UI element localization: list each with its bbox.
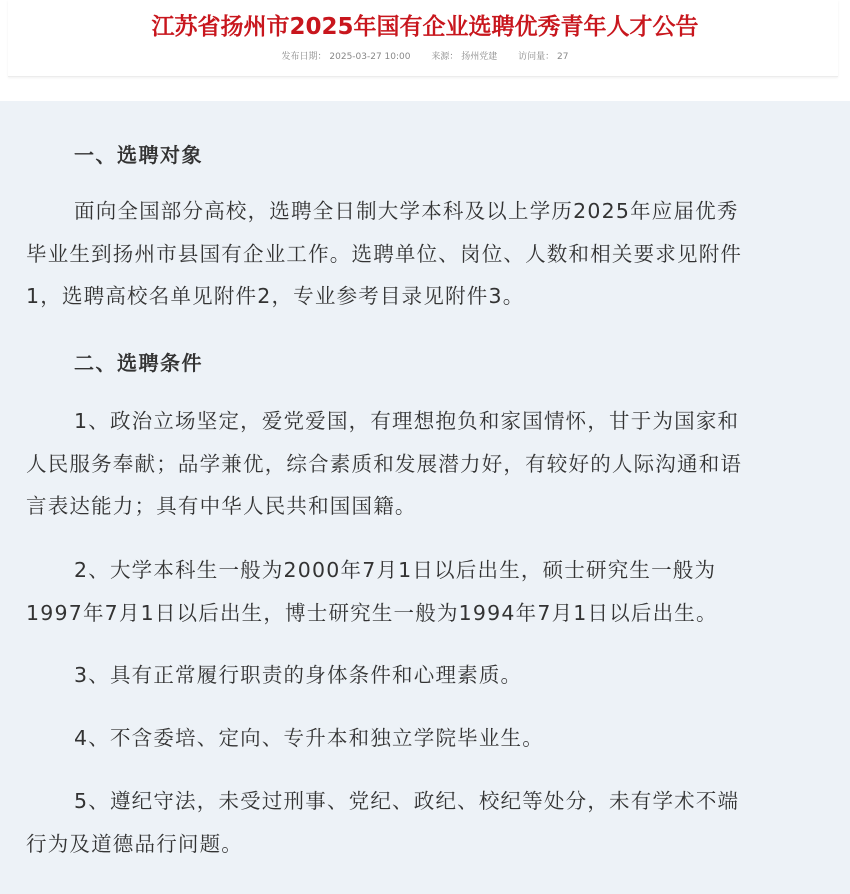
paragraph-line: 言表达能力；具有中华人民共和国国籍。 — [26, 494, 417, 518]
paragraph-line: 3、具有正常履行职责的身体条件和心理素质。 — [74, 663, 523, 687]
paragraph — [26, 400, 822, 528]
article-title: 江苏省扬州市2025年国有企业选聘优秀青年人才公告 — [151, 14, 699, 40]
paragraph — [26, 549, 822, 634]
view-count: 访问量： 27 — [518, 52, 569, 62]
paragraph-line: 2、大学本科生一般为2000年7月1日以后出生，硕士研究生一般为 — [74, 558, 717, 582]
paragraph-line: 1、政治立场坚定，爱党爱国，有理想抱负和家国情怀，甘于为国家和 — [74, 409, 740, 433]
paragraph — [26, 780, 822, 865]
paragraph-line: 1，选聘高校名单见附件2，专业参考目录见附件3。 — [26, 284, 525, 308]
section-heading: 一、选聘对象 — [74, 143, 203, 167]
article-header — [0, 0, 850, 78]
source: 来源： 扬州党建 — [431, 52, 498, 62]
article-meta — [0, 49, 850, 62]
paragraph-line: 面向全国部分高校，选聘全日制大学本科及以上学历2025年应届优秀 — [74, 199, 739, 223]
paragraph — [26, 717, 822, 760]
article-body — [0, 101, 850, 894]
paragraph-line: 毕业生到扬州市县国有企业工作。选聘单位、岗位、人数和相关要求见附件 — [26, 241, 743, 266]
paragraph — [26, 654, 822, 697]
section-heading: 二、选聘条件 — [74, 351, 203, 375]
paragraph — [26, 190, 822, 318]
paragraph-line: 1997年7月1日以后出生，博士研究生一般为1994年7月1日以后出生。 — [26, 600, 718, 625]
publish-date: 发布日期： 2025-03-27 10:00 — [281, 52, 411, 62]
paragraph-line: 人民服务奉献；品学兼优，综合素质和发展潜力好，有较好的人际沟通和语 — [26, 451, 743, 476]
paragraph-line: 4、不含委培、定向、专升本和独立学院毕业生。 — [74, 726, 544, 750]
paragraph-line: 5、遵纪守法，未受过刑事、党纪、政纪、校纪等处分，未有学术不端 — [74, 789, 740, 813]
paragraph-line: 行为及道德品行问题。 — [26, 831, 243, 856]
